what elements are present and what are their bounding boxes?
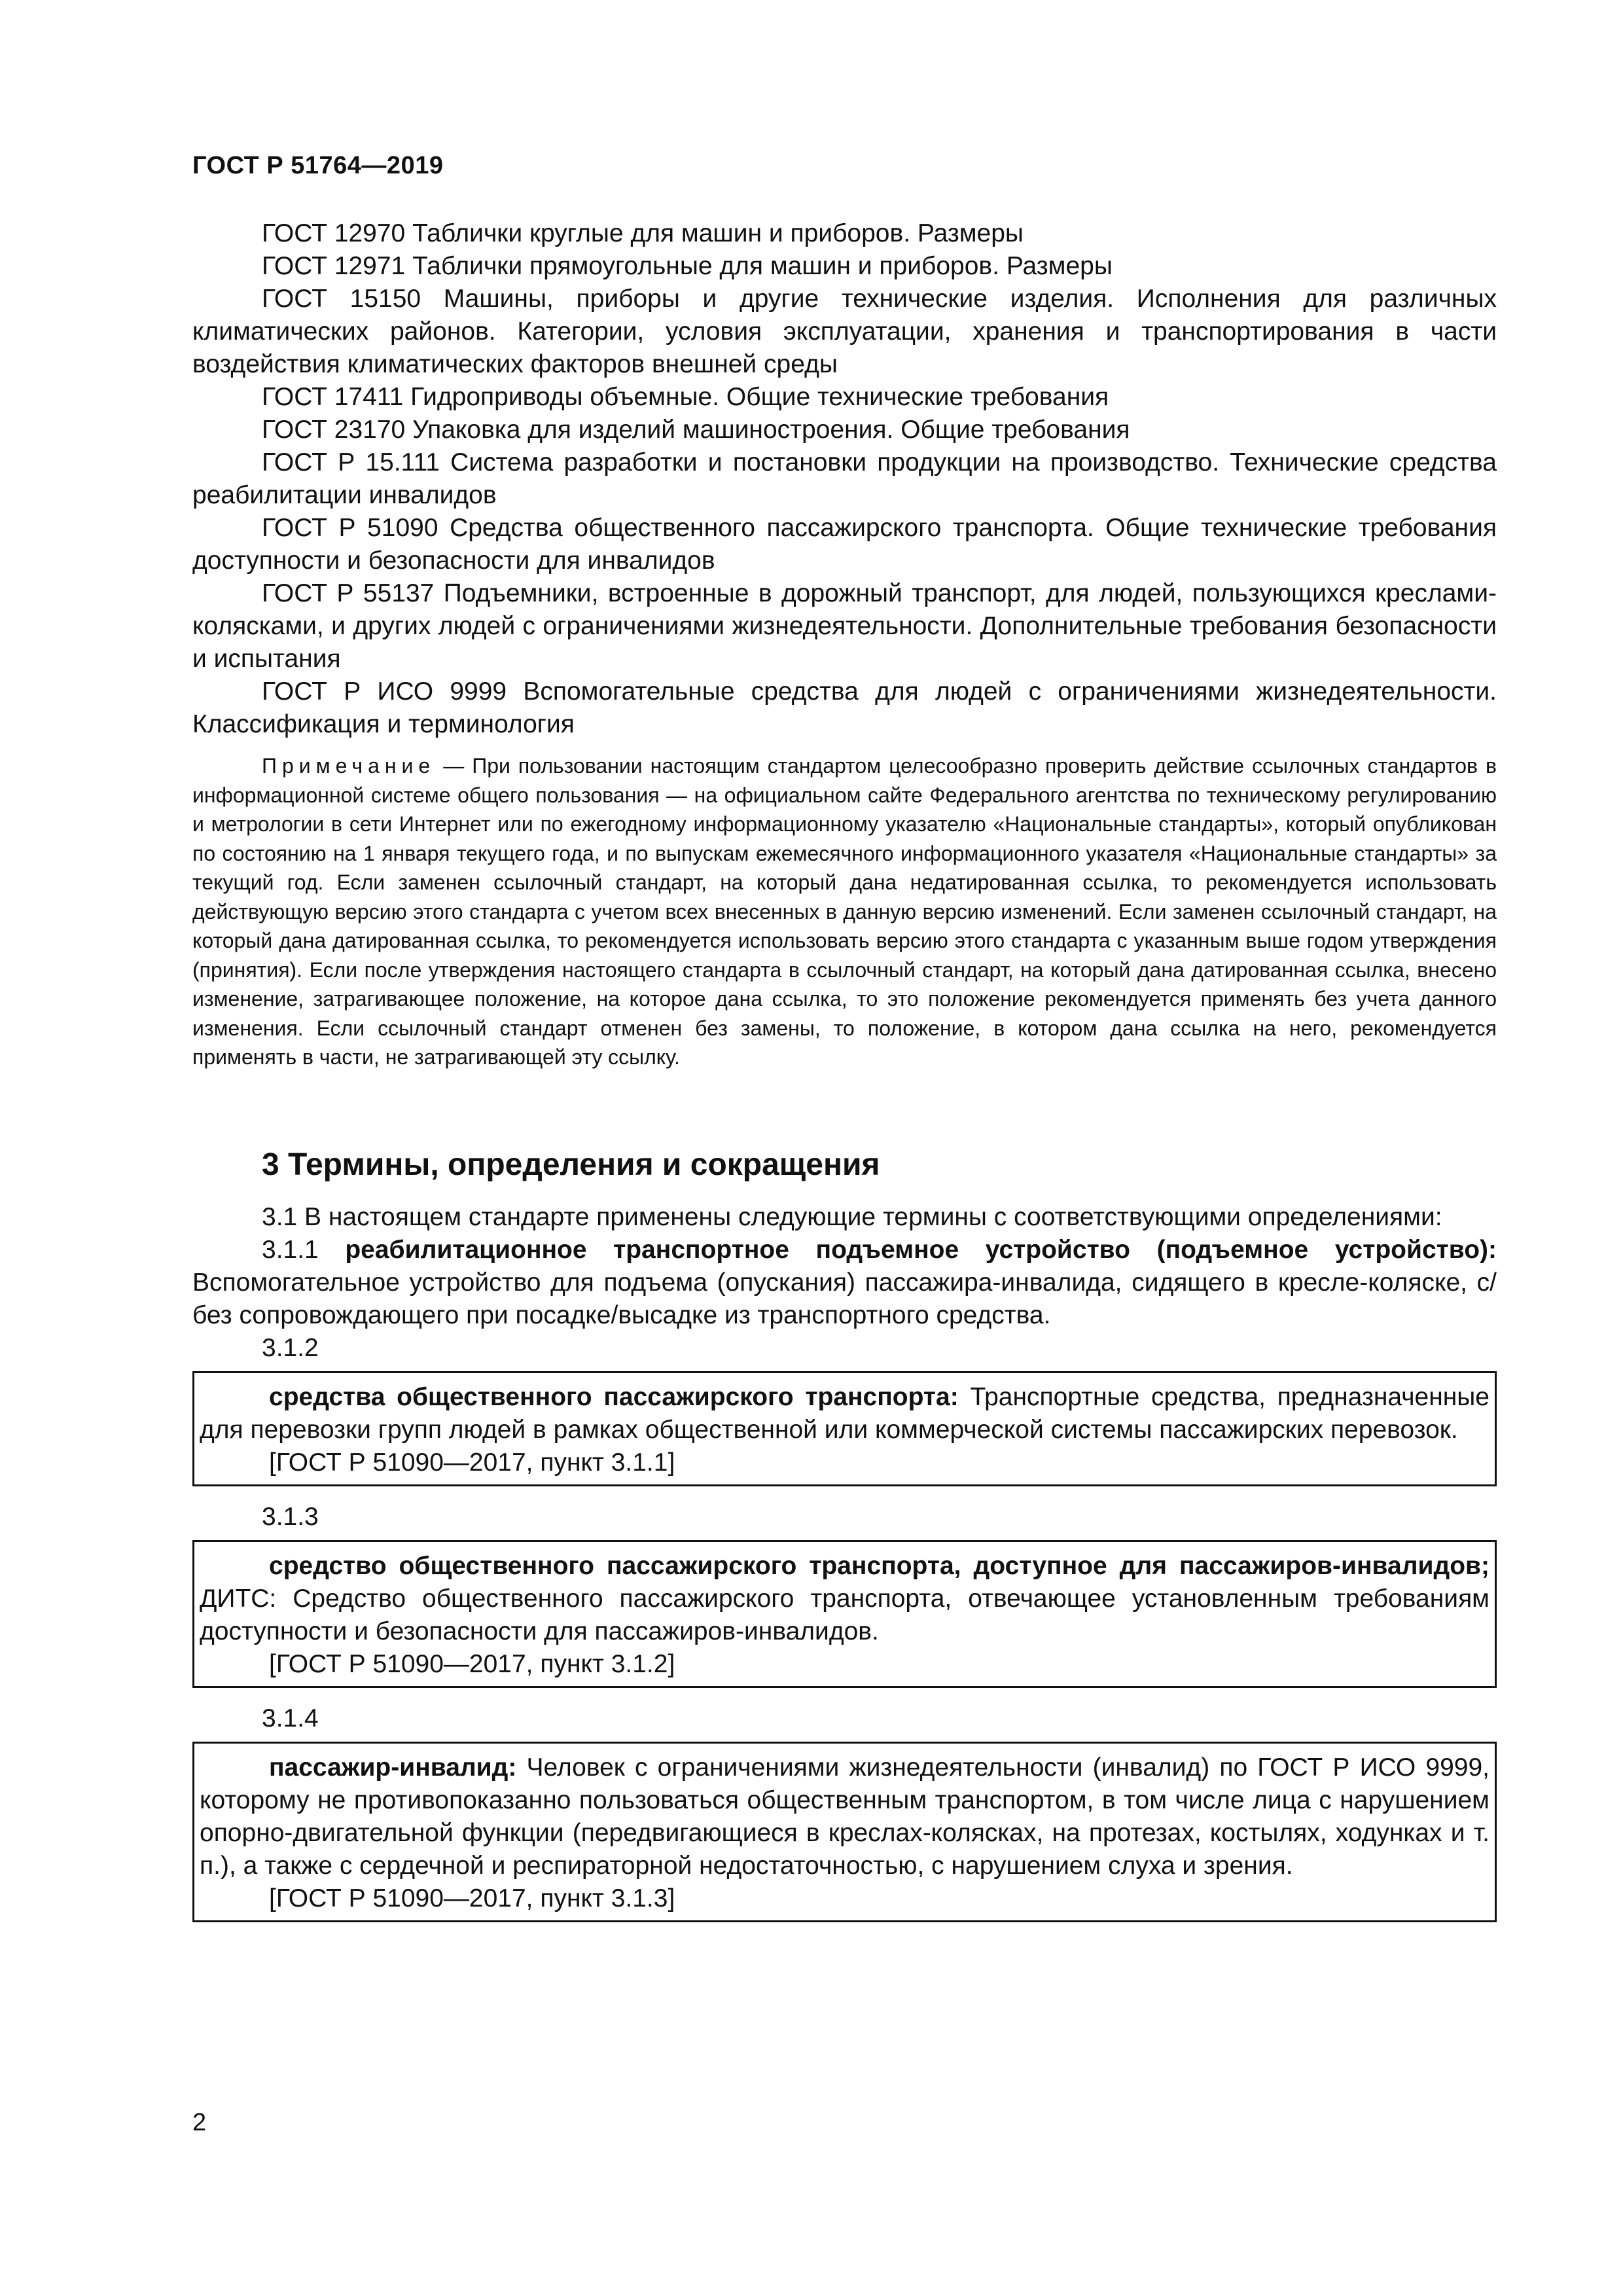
page-content (192, 217, 1497, 1937)
term-source: [ГОСТ Р 51090—2017, пункт 3.1.2] (269, 1649, 675, 1678)
term-box-3-1-2 (192, 1371, 1497, 1486)
note-text: — При пользовании настоящим стандартом целесообразно проверить действие ссылочных стандартов в информационной системе общего пользования — на официальном сайте Федерального агентства по техническому регулированию и метрологии в сети Интернет или по ежегодному информационному указателю «Национальные стандарты», который опубликован по состоянию на 1 января текущего года, и по выпускам ежемесячного информационного указателя «Национальные стандарты» за текущий год. Если заменен ссылочный стандарт, на который дана недатированная ссылка, то рекомендуется использовать действующую версию этого стандарта с учетом всех внесенных в данную версию изменений. Если заменен ссылочный стандарт, на который дана датированная ссылка, то рекомендуется использовать версию этого стандарта с указанным выше годом утверждения (принятия). Если после утверждения настоящего стандарта в ссылочный стандарт, на который дана датированная ссылка, внесено изменение, затрагивающее положение, на которое дана ссылка, то это положение рекомендуется применять без учета данного изменения. Если ссылочный стандарт отменен без замены, то положение, в котором дана ссылка на него, рекомендуется применять в части, не затрагивающей эту ссылку. (192, 754, 1497, 1069)
reference-item: ГОСТ 12970 Таблички круглые для машин и приборов. Размеры (262, 219, 1024, 247)
reference-item: ГОСТ 17411 Гидроприводы объемные. Общие технические требования (262, 383, 1109, 411)
term-definition: Человек с ограничениями жизнедеятельности (инвалид) по ГОСТ Р ИСО 9999, которому не противопоказанно пользоваться общественным транспортом, в том числе лица с нарушением опорно-двигательной функции (передвигающиеся в креслах-колясках, на протезах, костылях, ходунках и т. п.), а также с сердечной и респираторной недостаточностью, с нарушением слуха и зрения. (200, 1753, 1489, 1880)
reference-item: ГОСТ 12971 Таблички прямоугольные для машин и приборов. Размеры (262, 252, 1113, 280)
note-label: Примечание (262, 754, 436, 778)
term-number: 3.1.1 (262, 1235, 346, 1264)
page-number: 2 (192, 2109, 207, 2136)
term-name: средство общественного пассажирского транспорта, доступное для пассажиров-инвалидов; (269, 1551, 1489, 1580)
term-name: пассажир-инвалид: (269, 1753, 517, 1782)
term-definition: Вспомогательное устройство для подъема (опускания) пассажира-инвалида, сидящего в кресле-коляске, с/без сопровождающего при посадке/высадке из транспортного средства. (192, 1268, 1497, 1329)
term-name: реабилитационное транспортное подъемное устройство (подъемное устройство): (345, 1235, 1497, 1264)
note-paragraph (192, 751, 1497, 1072)
term-number-label: 3.1.4 (262, 1704, 319, 1732)
term-name: средства общественного пассажирского транспорта: (269, 1382, 959, 1411)
term-text (200, 1550, 1489, 1648)
section-title: 3 Термины, определения и сокращения (262, 1147, 880, 1182)
references-list (192, 217, 1497, 741)
term-box-3-1-3 (192, 1540, 1497, 1688)
term-number-label: 3.1.3 (262, 1502, 319, 1531)
section-intro: 3.1 В настоящем стандарте применены следующие термины с соответствующими определениями: (262, 1202, 1442, 1231)
term-text (200, 1751, 1489, 1882)
reference-item: ГОСТ Р 15.111 Система разработки и постановки продукции на производство. Технические средства реабилитации инвалидов (192, 448, 1497, 509)
term-definition: Транспортные средства, предназначенные для перевозки групп людей в рамках общественной или коммерческой системы пассажирских перевозок. (200, 1382, 1489, 1444)
term-definition: ДИТС: Средство общественного пассажирского транспорта, отвечающее установленным требованиям доступности и безопасности для пассажиров-инвалидов. (200, 1584, 1489, 1645)
term-source: [ГОСТ Р 51090—2017, пункт 3.1.1] (269, 1448, 675, 1477)
term-3-1-1 (192, 1234, 1497, 1332)
reference-item: ГОСТ 15150 Машины, приборы и другие технические изделия. Исполнения для различных климатических районов. Категории, условия эксплуатации, хранения и транспортирования в части воздействия климатических факторов внешней среды (192, 285, 1497, 378)
term-number-label: 3.1.2 (262, 1333, 319, 1362)
reference-item: ГОСТ Р 55137 Подъемники, встроенные в дорожный транспорт, для людей, пользующихся креслами-колясками, и других людей с ограничениями жизнедеятельности. Дополнительные требования безопасности и испытания (192, 579, 1497, 673)
term-box-3-1-4 (192, 1742, 1497, 1922)
reference-item: ГОСТ 23170 Упаковка для изделий машиностроения. Общие требования (262, 416, 1130, 444)
reference-item: ГОСТ Р 51090 Средства общественного пассажирского транспорта. Общие технические требования доступности и безопасности для инвалидов (192, 514, 1497, 575)
document-header: ГОСТ Р 51764—2019 (192, 152, 444, 179)
reference-item: ГОСТ Р ИСО 9999 Вспомогательные средства для людей с ограничениями жизнедеятельности. Классификация и терминология (192, 677, 1497, 738)
term-text (200, 1381, 1489, 1446)
term-source: [ГОСТ Р 51090—2017, пункт 3.1.3] (269, 1884, 675, 1912)
